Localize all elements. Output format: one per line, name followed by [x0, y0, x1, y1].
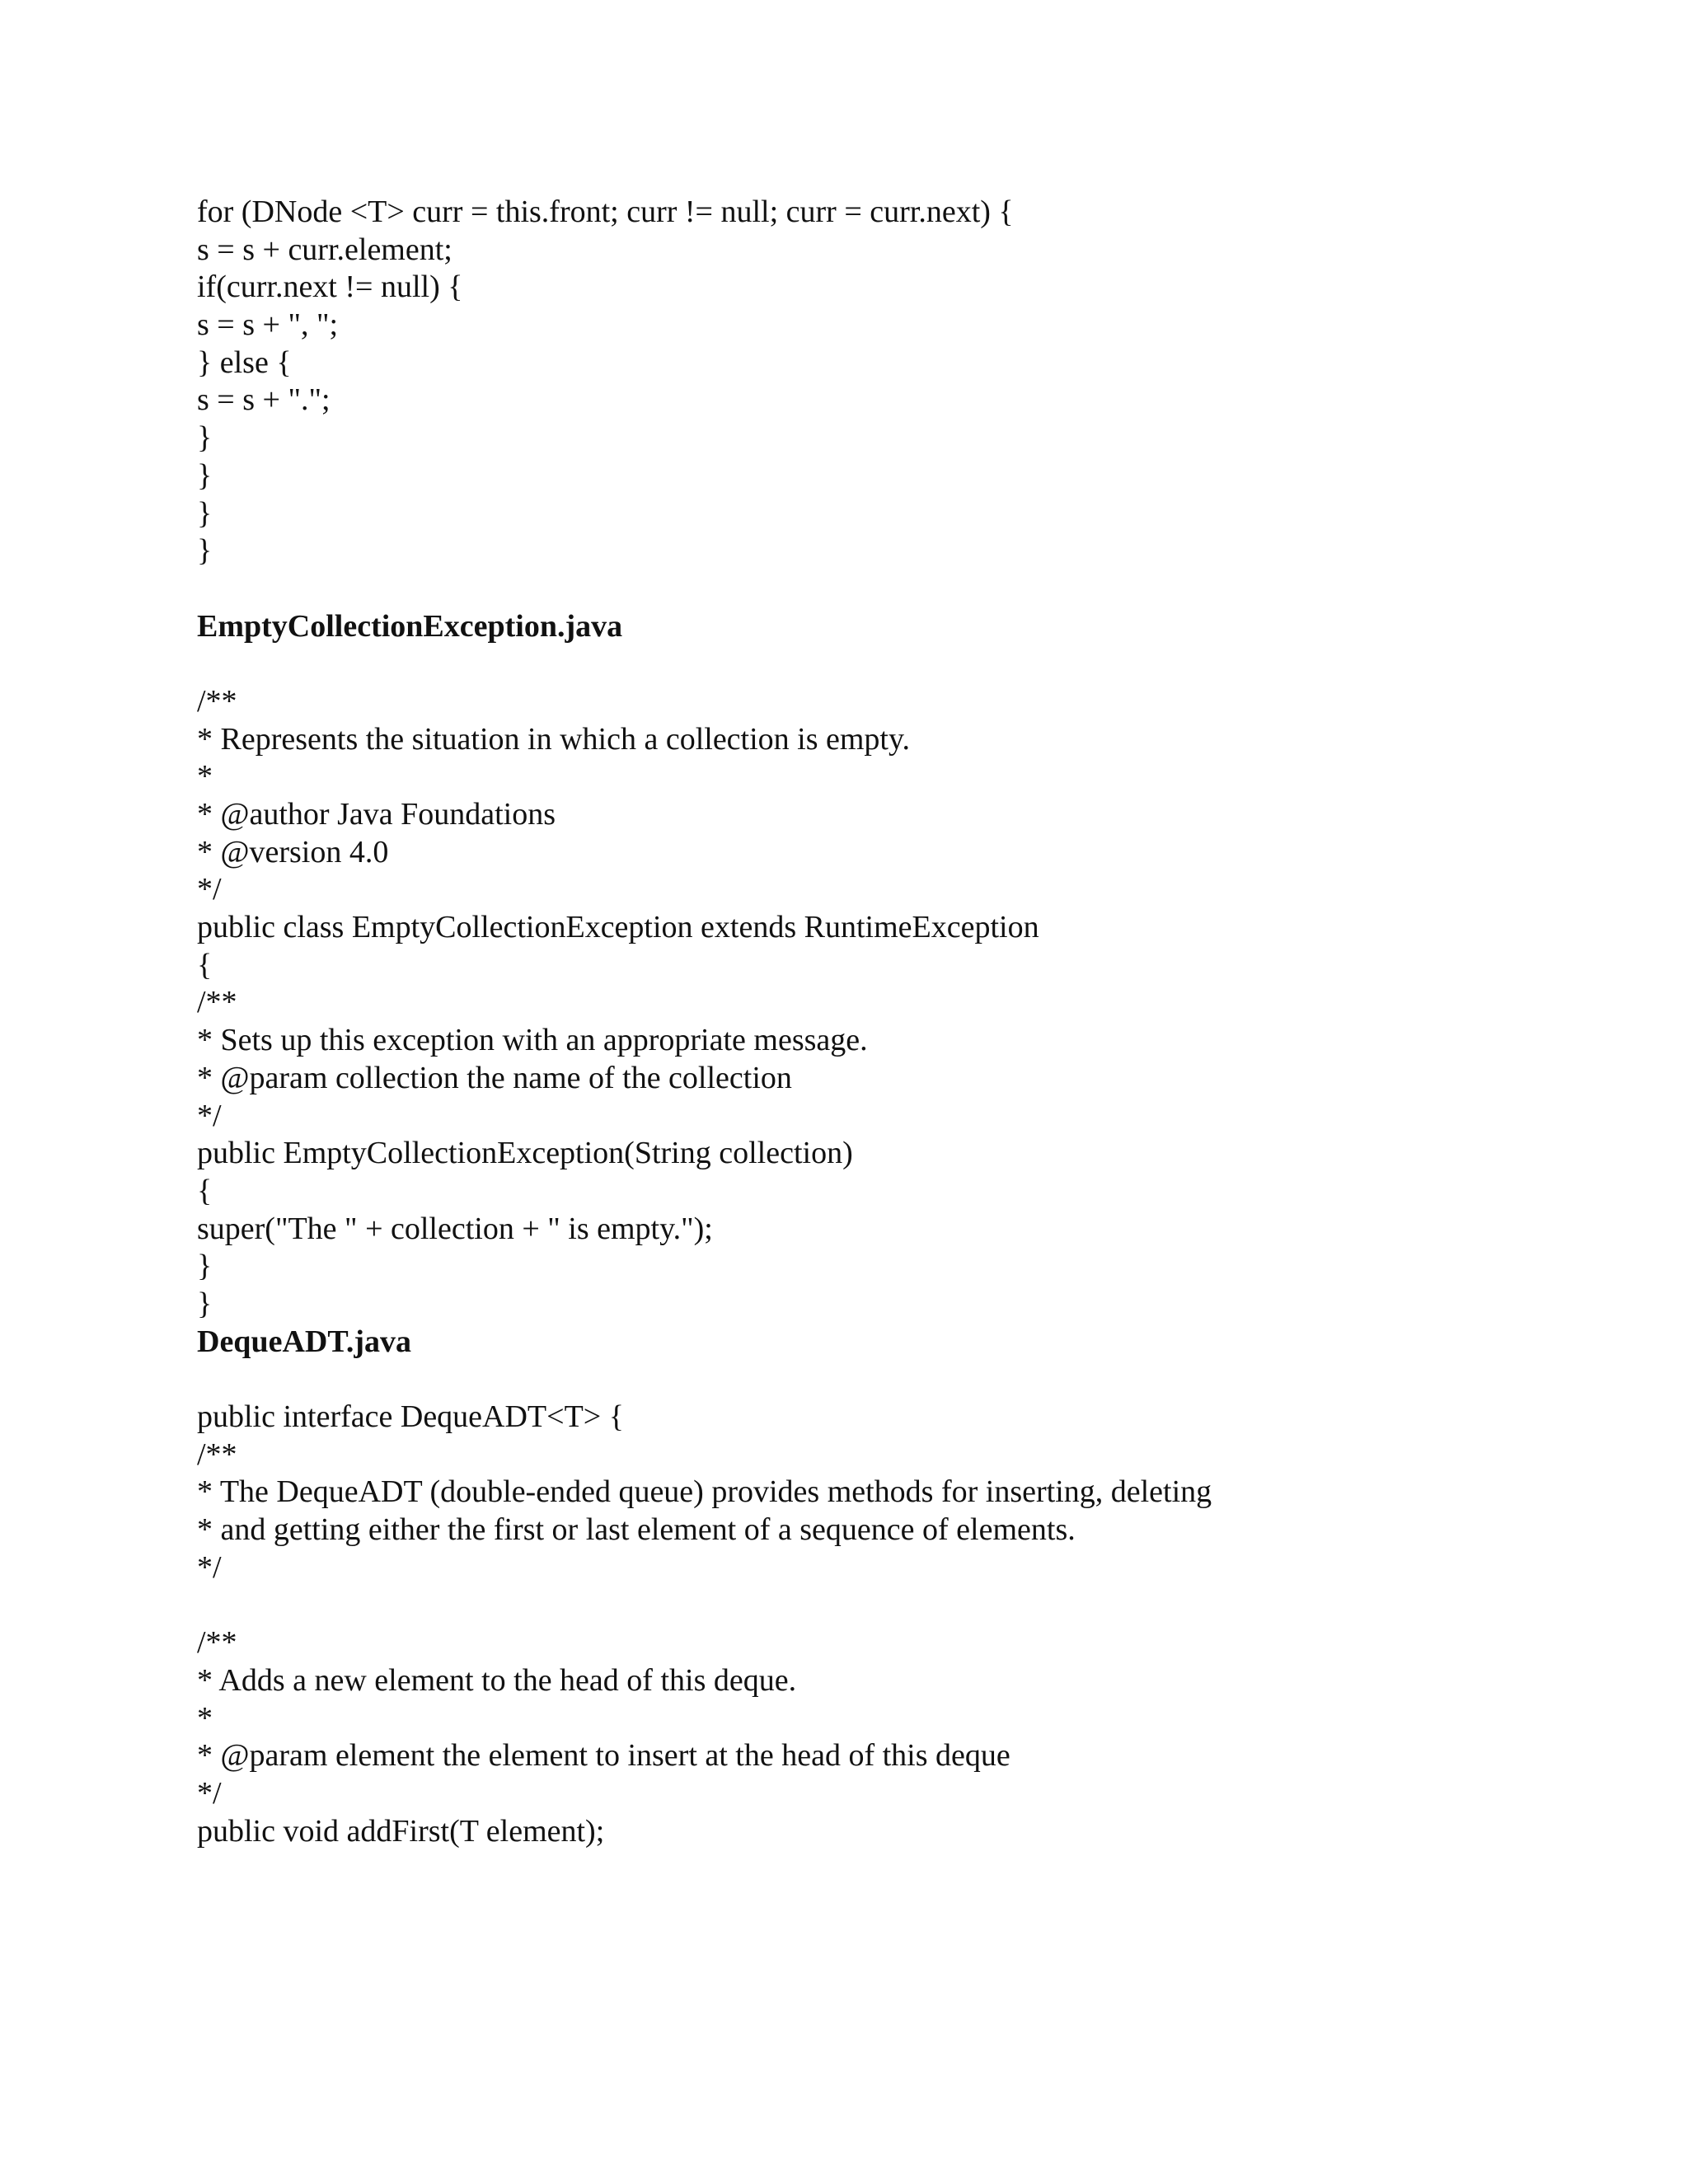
code-line: s = s + ", ";	[197, 307, 339, 343]
code-line: public void addFirst(T element);	[197, 1813, 605, 1849]
code-line: * @param collection the name of the collection	[197, 1060, 792, 1095]
code-line: /**	[197, 1625, 237, 1661]
code-line: */	[197, 872, 222, 907]
code-line: {	[197, 947, 213, 982]
code-line: /**	[197, 683, 237, 719]
code-line: public EmptyCollectionException(String collection)	[197, 1136, 853, 1171]
blank-line	[197, 1361, 1582, 1399]
code-line: s = s + curr.element;	[197, 232, 452, 267]
code-line: */	[197, 1549, 222, 1585]
code-line: public class EmptyCollectionException extends RuntimeException	[197, 910, 1039, 945]
file-heading: DequeADT.java	[197, 1324, 412, 1359]
code-line: */	[197, 1098, 222, 1133]
code-line: * @param element the element to insert at the head of this deque	[197, 1738, 1010, 1774]
code-line: * Adds a new element to the head of this deque.	[197, 1662, 797, 1698]
code-line: }	[197, 420, 213, 456]
code-line: for (DNode <T> curr = this.front; curr != null; curr = curr.next) {	[197, 194, 1014, 229]
code-line: super("The " + collection + " is empty.");	[197, 1211, 713, 1246]
file-heading: EmptyCollectionException.java	[197, 608, 623, 644]
code-line: s = s + ".";	[197, 382, 331, 418]
blank-line	[197, 645, 1582, 683]
code-line: *	[197, 1700, 213, 1736]
blank-line	[197, 1586, 1582, 1624]
code-line: /**	[197, 985, 237, 1020]
code-line: * The DequeADT (double-ended queue) provides methods for inserting, deleting	[197, 1474, 1212, 1510]
code-line: */	[197, 1775, 222, 1811]
code-line: } else {	[197, 344, 292, 380]
code-line: * Sets up this exception with an appropriate message.	[197, 1023, 868, 1058]
code-listing	[197, 194, 1582, 1850]
code-line: *	[197, 759, 213, 794]
code-line: public interface DequeADT<T> {	[197, 1399, 624, 1434]
blank-line	[197, 570, 1582, 608]
code-line: }	[197, 533, 213, 569]
code-line: {	[197, 1173, 213, 1208]
code-line: }	[197, 457, 213, 493]
code-line: * Represents the situation in which a collection is empty.	[197, 721, 911, 757]
code-line: * @author Java Foundations	[197, 797, 556, 832]
code-line: * and getting either the first or last element of a sequence of elements.	[197, 1512, 1076, 1548]
code-line: }	[197, 495, 213, 531]
code-line: }	[197, 1286, 213, 1321]
code-line: if(curr.next != null) {	[197, 269, 463, 305]
code-line: /**	[197, 1436, 237, 1472]
code-line: * @version 4.0	[197, 834, 389, 869]
code-line: }	[197, 1249, 213, 1284]
